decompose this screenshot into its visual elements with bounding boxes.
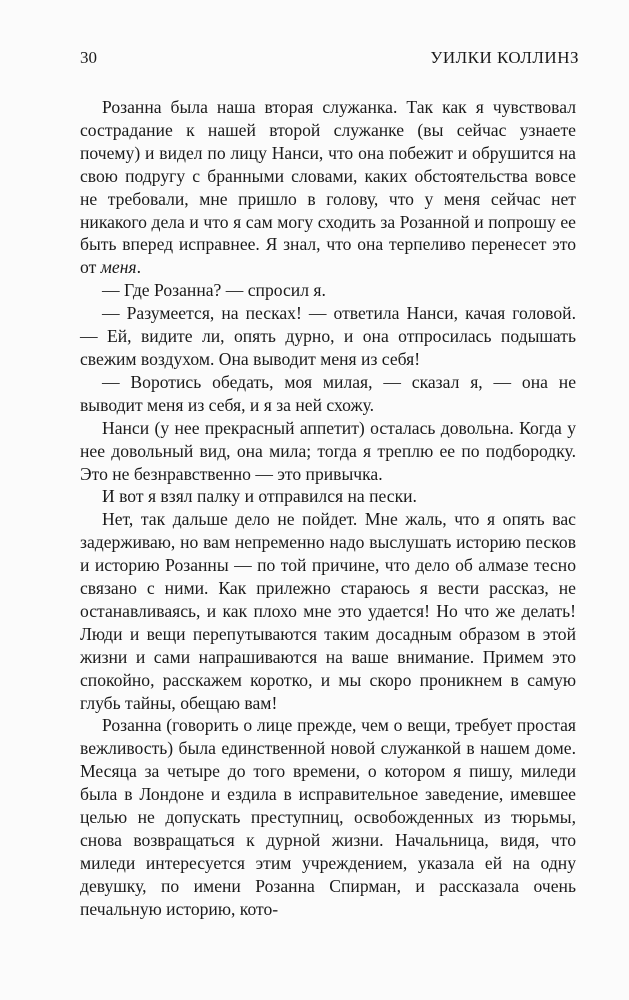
paragraph: [80, 714, 576, 920]
italic-text: меня: [100, 257, 137, 278]
running-head-author: УИЛКИ КОЛЛИНЗ: [430, 48, 579, 67]
paragraph-text: Нанси (у нее прекрасный аппетит) осталась довольна. Когда у нее довольный вид, она мила; тогда я треплю ее по подбородку. Это не безнравственно — это привычка.: [80, 417, 576, 484]
paragraph: [80, 485, 576, 508]
paragraph-text: Розанна была наша вторая служанка. Так как я чувствовал сострадание к нашей второй служанке (вы сейчас узнаете почему) и видел по лицу Нанси, что она побежит и обрушится на свою подругу с бранными словами, каких обстоятельства вовсе не требовали, мне пришло в голову, что у меня сейчас нет никакого дела и что я сам могу сходить за Розанной и попрошу ее быть вперед исправнее. Я знал, что она терпеливо перенесет это от: [80, 97, 576, 278]
paragraph: [80, 417, 576, 486]
paragraph-text: Нет, так дальше дело не пойдет. Мне жаль, что я опять вас задерживаю, но вам непременно надо выслушать историю песков и историю Розанны — по той причине, что дело об алмазе тесно связано с ними. Как прилежно стараюсь я вести рассказ, не останавливаясь, и как плохо мне это удается! Но что же делать! Люди и вещи перепутываются таким досадным образом в этой жизни и сами напрашиваются на ваше внимание. Примем это спокойно, расскажем коротко, и мы скоро проникнем в самую глубь тайны, обещаю вам!: [80, 509, 576, 713]
body-text: [80, 96, 576, 921]
paragraph-text: И вот я взял палку и отправился на пески.: [102, 486, 417, 507]
paragraph-text: — Воротись обедать, моя милая, — сказал я, — она не выводит меня из себя, и я за ней схожу.: [80, 371, 576, 415]
paragraph: [80, 302, 576, 371]
paragraph: [80, 371, 576, 417]
paragraph: [80, 96, 576, 279]
paragraph-text: — Разумеется, на песках! — ответила Нанси, качая головой. — Ей, видите ли, опять дурно, и она отпросилась подышать свежим воздухом. Она выводит меня из себя!: [80, 303, 576, 369]
paragraph-text: Розанна (говорить о лице прежде, чем о вещи, требует простая вежливость) была единственной новой служанкой в нашем доме. Месяца за четыре до того времени, о котором я пишу, миледи была в Лондоне и ездила в исправительное заведение, имевшее целью не допускать преступниц, освобожденных из тюрьмы, снова возвращаться к дурной жизни. Начальница, видя, что миледи интересуется этим учреждением, указала ей на одну девушку, по имени Розанна Спирман, и рассказала очень печальную историю, кото-: [80, 715, 576, 919]
page-number: 30: [80, 48, 97, 67]
paragraph: [80, 508, 576, 714]
page-header: [80, 48, 579, 74]
paragraph-text: .: [136, 257, 142, 278]
paragraph: [80, 279, 576, 302]
paragraph-text: — Где Розанна? — спросил я.: [102, 280, 326, 301]
